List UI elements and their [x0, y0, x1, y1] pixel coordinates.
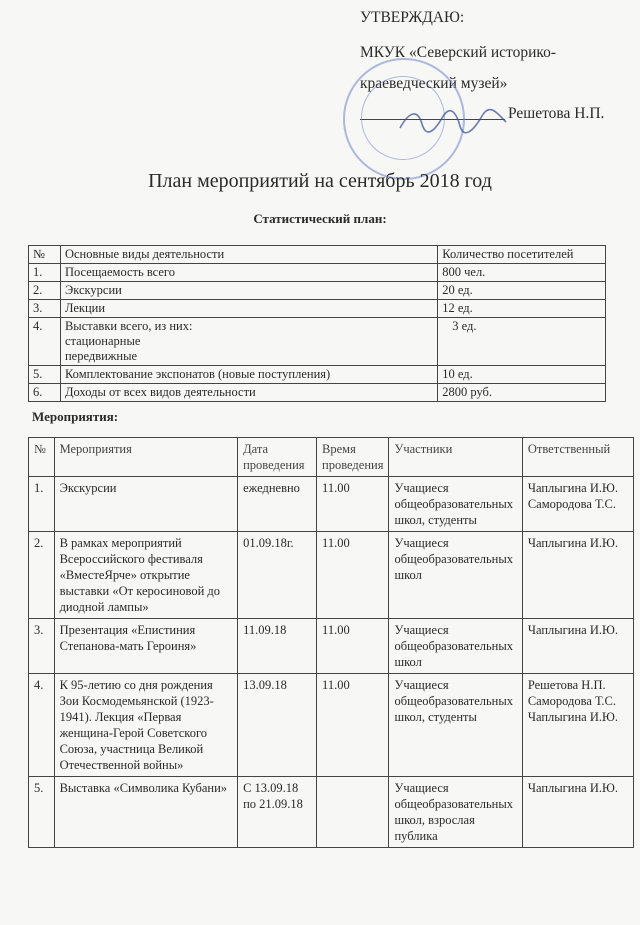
event-num: 3. — [29, 619, 55, 674]
event-date: ежедневно — [238, 477, 317, 532]
event-title: Выставка «Символика Кубани» — [54, 777, 238, 848]
row-activity: Доходы от всех видов деятельности — [60, 384, 437, 402]
row-num: 6. — [29, 384, 61, 402]
events-heading: Мероприятия: — [32, 409, 119, 424]
row-activity: Посещаемость всего — [60, 264, 437, 282]
stat-header-row — [29, 246, 606, 264]
event-responsible: Чаплыгина И.Ю. — [522, 619, 633, 674]
event-date: 11.09.18 — [238, 619, 317, 674]
event-title: К 95-летию со дня рождения Зои Космодемьянской (1923-1941). Лекция «Первая женщина-Герой Советского Союза, участница Великой Отечественной войны» — [54, 674, 238, 777]
row-qty: 12 ед. — [438, 300, 606, 318]
event-responsible: Решетова Н.П. Самородова Т.С. Чаплыгина И.Ю. — [522, 674, 633, 777]
row-activity: Комплектование экспонатов (новые поступления) — [60, 366, 437, 384]
table-row — [29, 366, 606, 384]
row-num: 3. — [29, 300, 61, 318]
row-activity: Лекции — [60, 300, 437, 318]
events-table — [28, 437, 634, 848]
stat-plan-table — [28, 245, 606, 402]
signer-name: Решетова Н.П. — [508, 105, 605, 122]
table-row — [29, 300, 606, 318]
event-num: 1. — [29, 477, 55, 532]
row-num: 1. — [29, 264, 61, 282]
document-title: План мероприятий на сентябрь 2018 год — [148, 170, 492, 192]
row-num: 5. — [29, 366, 61, 384]
row-qty: 20 ед. — [438, 282, 606, 300]
events-header-row — [29, 438, 634, 477]
row-activity-sub1: стационарные — [64, 334, 141, 348]
event-responsible: Чаплыгина И.Ю. Самородова Т.С. — [522, 477, 633, 532]
row-qty: 2800 руб. — [438, 384, 606, 402]
events-header-responsible: Ответственный — [522, 438, 633, 477]
row-activity-sub2: передвижные — [64, 349, 138, 363]
table-row — [29, 532, 634, 619]
event-num: 4. — [29, 674, 55, 777]
event-participants: Учащиеся общеобразовательных школ, студенты — [389, 674, 522, 777]
table-row — [29, 477, 634, 532]
events-header-participants: Участники — [389, 438, 522, 477]
event-time — [317, 777, 389, 848]
handwritten-signature-icon — [398, 106, 508, 136]
event-participants: Учащиеся общеобразовательных школ, взрослая публика — [389, 777, 522, 848]
event-date: С 13.09.18 по 21.09.18 — [238, 777, 317, 848]
event-participants: Учащиеся общеобразовательных школ — [389, 532, 522, 619]
events-header-num: № — [29, 438, 55, 477]
event-num: 2. — [29, 532, 55, 619]
row-qty: 3 ед. — [438, 318, 606, 366]
stat-header-num: № — [29, 246, 61, 264]
event-participants: Учащиеся общеобразовательных школ, студенты — [389, 477, 522, 532]
row-activity-main: Выставки всего, из них: — [64, 319, 193, 333]
event-time: 11.00 — [317, 532, 389, 619]
events-header-event: Мероприятия — [54, 438, 238, 477]
table-row — [29, 264, 606, 282]
event-participants: Учащиеся общеобразовательных школ — [389, 619, 522, 674]
table-row — [29, 619, 634, 674]
event-title: Экскурсии — [54, 477, 238, 532]
approve-word: УТВЕРЖДАЮ: — [360, 9, 465, 26]
stat-header-qty: Количество посетителей — [438, 246, 606, 264]
event-responsible: Чаплыгина И.Ю. — [522, 777, 633, 848]
stat-header-activity: Основные виды деятельности — [60, 246, 437, 264]
event-num: 5. — [29, 777, 55, 848]
event-date: 13.09.18 — [238, 674, 317, 777]
event-time: 11.00 — [317, 477, 389, 532]
row-qty: 800 чел. — [438, 264, 606, 282]
event-date: 01.09.18г. — [238, 532, 317, 619]
stat-plan-heading: Статистический план: — [253, 211, 387, 226]
events-header-time: Время проведения — [317, 438, 389, 477]
table-row — [29, 384, 606, 402]
event-title: Презентация «Епистиния Степанова-мать Героиня» — [54, 619, 238, 674]
row-activity: Экскурсии — [60, 282, 437, 300]
event-time: 11.00 — [317, 619, 389, 674]
table-row — [29, 674, 634, 777]
table-row — [29, 777, 634, 848]
row-num: 2. — [29, 282, 61, 300]
approval-org-line2: краеведческий музей» — [360, 75, 508, 92]
row-qty: 10 ед. — [438, 366, 606, 384]
table-row — [29, 282, 606, 300]
event-title: В рамках мероприятий Всероссийского фестиваля «ВместеЯрче» открытие выставки «От керосиновой до диодной лампы» — [54, 532, 238, 619]
table-row — [29, 318, 606, 366]
event-time: 11.00 — [317, 674, 389, 777]
row-activity — [60, 318, 437, 366]
approval-org-line1: МКУК «Северский историко- — [360, 44, 557, 61]
event-responsible: Чаплыгина И.Ю. — [522, 532, 633, 619]
row-num: 4. — [29, 318, 61, 366]
events-header-date: Дата проведения — [238, 438, 317, 477]
